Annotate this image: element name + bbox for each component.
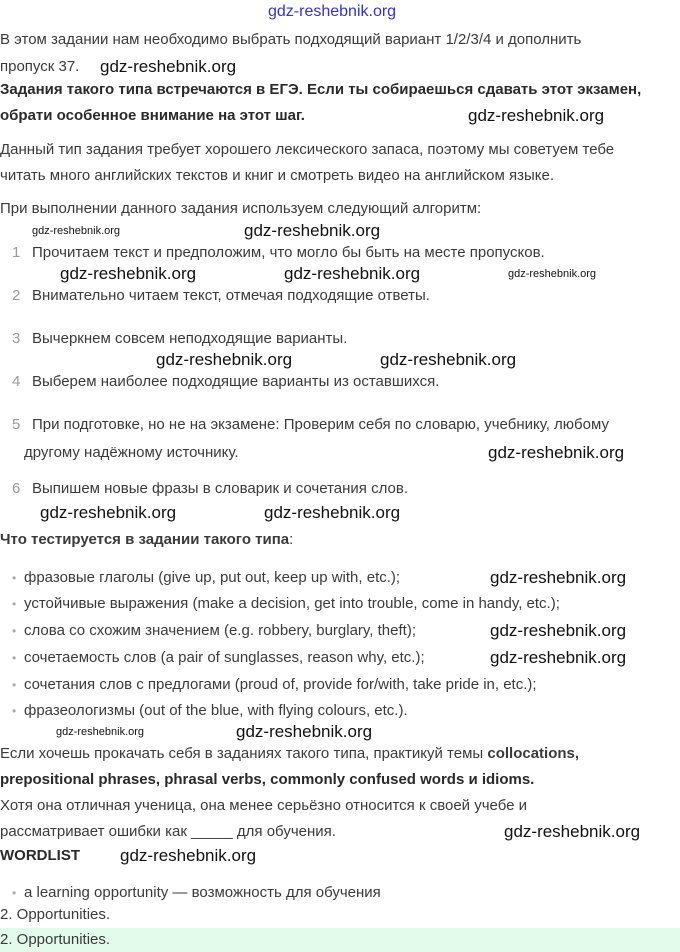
step-text-continued: другому надёжному источнику. (24, 444, 239, 461)
list-item: сочетаемость слов (a pair of sunglasses, reason why, etc.); (24, 649, 425, 666)
bullet-icon: • (12, 886, 17, 900)
watermark: gdz-reshebnik.org (490, 568, 627, 587)
watermark: gdz-reshebnik.org (490, 648, 627, 667)
tested-heading-colon: : (289, 531, 294, 548)
watermark: gdz-reshebnik.org (468, 106, 605, 125)
bullet-icon: • (12, 678, 17, 692)
answer-highlighted: 2. Opportunities. (0, 931, 111, 948)
watermark: gdz-reshebnik.org (508, 268, 597, 280)
step-text: Прочитаем текст и предположим, что могло бы быть на месте пропусков. (32, 244, 545, 261)
step-text: Вычеркнем совсем неподходящие варианты. (32, 330, 348, 347)
watermark: gdz-reshebnik.org (236, 722, 373, 741)
list-item: фразовые глаголы (give up, put out, keep up with, etc.); (24, 569, 401, 586)
bullet-icon: • (12, 651, 17, 665)
step-text: Внимательно читаем текст, отмечая подходящие ответы. (32, 287, 430, 304)
algorithm-intro: При выполнении данного задания используем следующий алгоритм: (0, 200, 482, 217)
watermark: gdz-reshebnik.org (488, 443, 625, 462)
bold-note-2: обрати особенное внимание на этот шаг. (0, 107, 305, 124)
list-item: слова со схожим значением (e.g. robbery, burglary, theft); (24, 622, 416, 639)
answer: 2. Opportunities. (0, 906, 111, 923)
intro-line-2: пропуск 37. (0, 58, 80, 75)
watermark: gdz-reshebnik.org (120, 846, 257, 865)
intro-line-1: В этом задании нам необходимо выбрать подходящий вариант 1/2/3/4 и дополнить (0, 31, 582, 48)
step-number: 3 (12, 330, 21, 347)
step-text: При подготовке, но не на экзамене: Проверим себя по словарю, учебнику, любому (32, 416, 609, 433)
bullet-icon: • (12, 704, 17, 718)
task-sentence-1: Хотя она отличная ученица, она менее серьёзно относится к своей учебе и (0, 797, 528, 814)
step-text: Выберем наиболее подходящие варианты из оставшихся. (32, 373, 440, 390)
watermark: gdz-reshebnik.org (100, 57, 237, 76)
tested-heading (0, 530, 293, 550)
bullet-icon: • (12, 624, 17, 638)
practice-line-2: prepositional phrases, phrasal verbs, commonly confused words и idioms. (0, 771, 535, 788)
watermark: gdz-reshebnik.org (156, 350, 293, 369)
bullet-icon: • (12, 571, 17, 585)
step-number: 1 (12, 244, 21, 261)
practice-text: Если хочешь прокачать себя в заданиях такого типа, практикуй темы (0, 745, 488, 762)
task-sentence-2: рассматривает ошибки как _____ для обучения. (0, 823, 336, 840)
advice-line-2: читать много английских текстов и книг и смотреть видео на английском языке. (0, 167, 554, 184)
step-number: 2 (12, 287, 21, 304)
practice-line-1 (0, 744, 579, 764)
tested-heading-text: Что тестируется в задании такого типа (0, 531, 290, 548)
bullet-icon: • (12, 597, 17, 611)
list-item: устойчивые выражения (make a decision, get into trouble, come in handy, etc.); (24, 595, 560, 612)
watermark: gdz-reshebnik.org (284, 264, 421, 283)
wordlist-item: a learning opportunity — возможность для обучения (24, 884, 381, 901)
advice-line-1: Данный тип задания требует хорошего лексического запаса, поэтому мы советуем тебе (0, 141, 615, 158)
watermark: gdz-reshebnik.org (490, 621, 627, 640)
watermark: gdz-reshebnik.org (380, 350, 517, 369)
watermark-top: gdz-reshebnik.org (268, 3, 397, 20)
wordlist-heading: WORDLIST (0, 847, 80, 864)
step-text: Выпишем новые фразы в словарик и сочетания слов. (32, 480, 408, 497)
step-number: 4 (12, 373, 21, 390)
watermark: gdz-reshebnik.org (264, 503, 401, 522)
step-number: 5 (12, 416, 21, 433)
practice-topics: collocations, (487, 745, 580, 762)
watermark: gdz-reshebnik.org (244, 221, 381, 240)
watermark: gdz-reshebnik.org (504, 822, 641, 841)
step-number: 6 (12, 480, 21, 497)
list-item: сочетания слов с предлогами (proud of, provide for/with, take pride in, etc.); (24, 676, 537, 693)
watermark: gdz-reshebnik.org (32, 225, 121, 237)
watermark: gdz-reshebnik.org (60, 264, 197, 283)
watermark: gdz-reshebnik.org (56, 726, 145, 738)
watermark: gdz-reshebnik.org (40, 503, 177, 522)
bold-note-1: Задания такого типа встречаются в ЕГЭ. Если ты собираешься сдавать этот экзамен, (0, 81, 642, 98)
list-item: фразеологизмы (out of the blue, with flying colours, etc.). (24, 702, 408, 719)
